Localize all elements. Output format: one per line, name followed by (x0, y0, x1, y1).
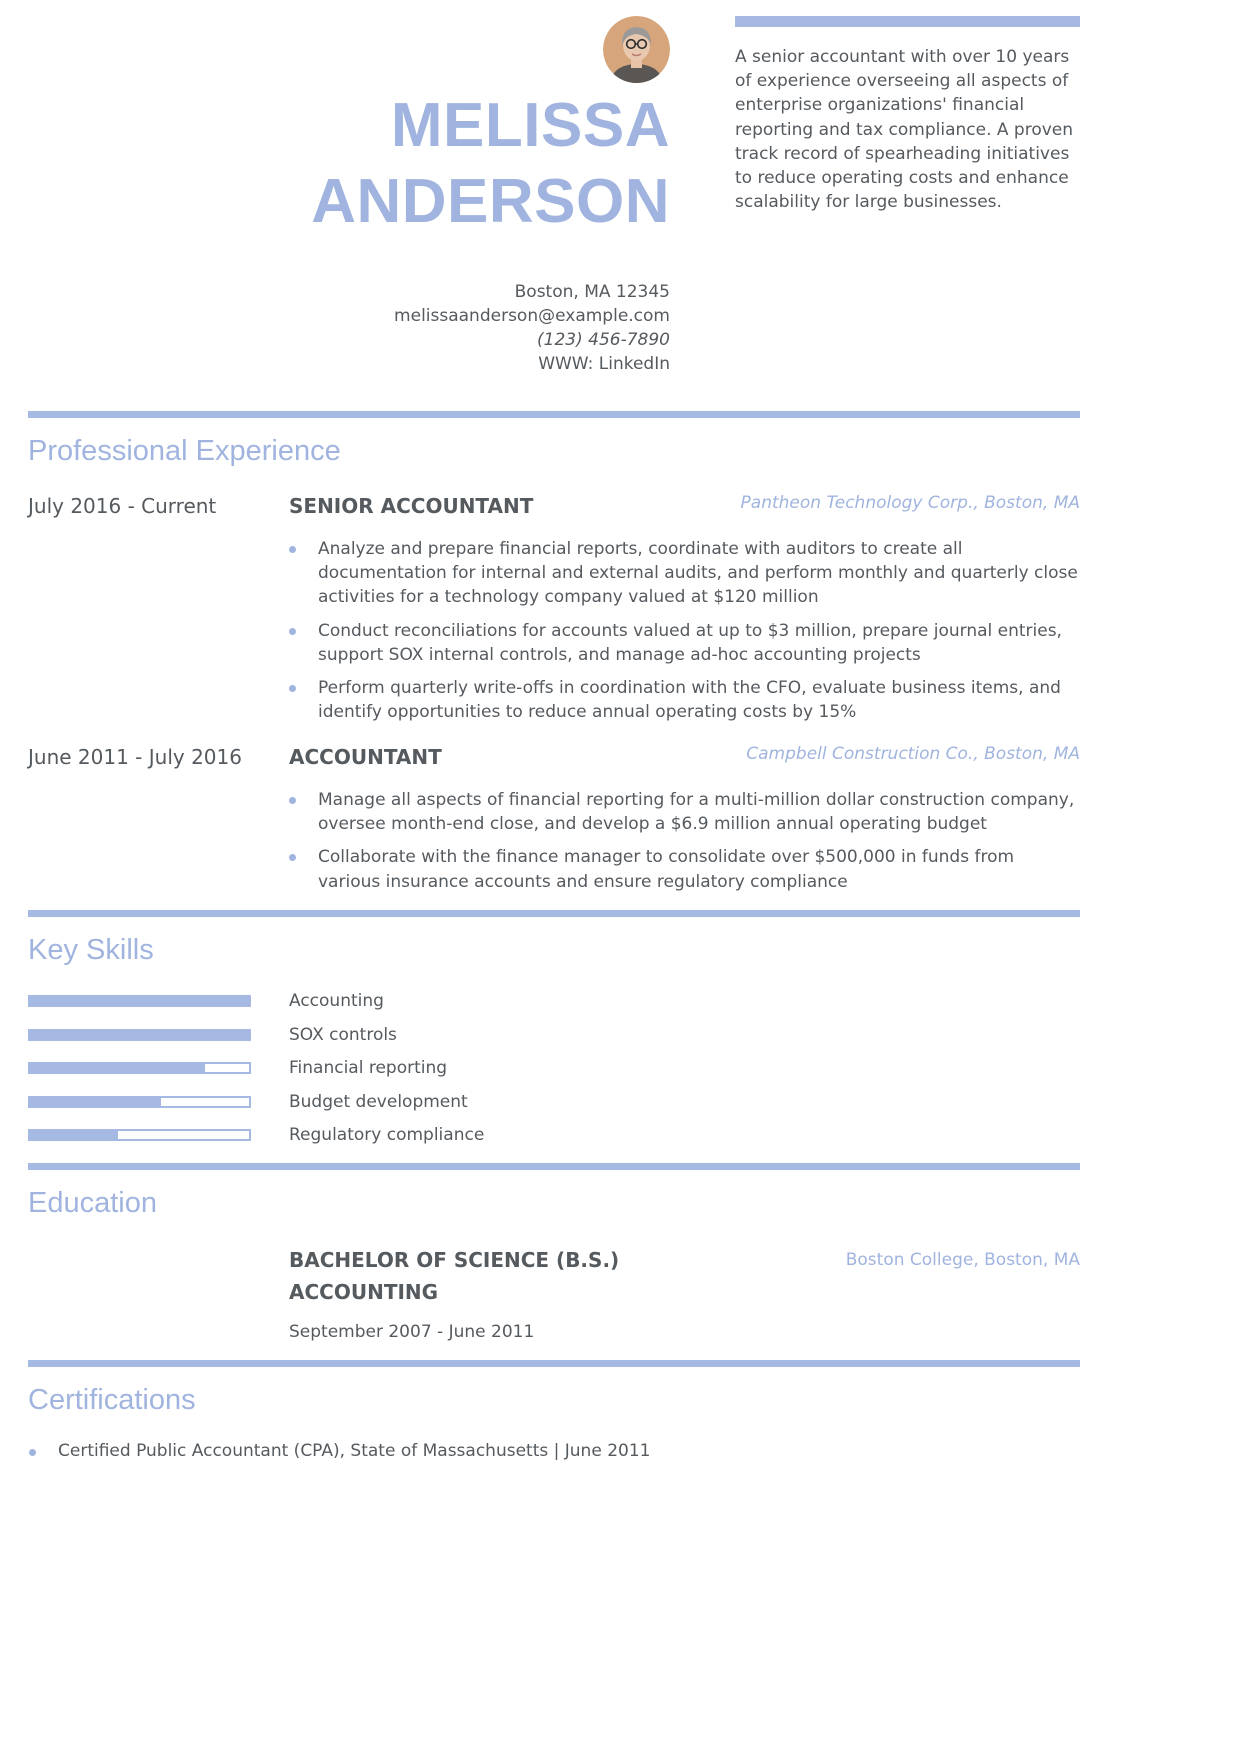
skill-level-fill (30, 1031, 249, 1039)
section-divider (28, 1163, 1080, 1170)
skill-name: Accounting (289, 991, 384, 1011)
skill-level-bar (28, 1096, 251, 1108)
portrait-image (603, 16, 670, 83)
job-dates: June 2011 - July 2016 (28, 745, 242, 769)
education-dates: September 2007 - June 2011 (289, 1322, 535, 1342)
section-divider (28, 1360, 1080, 1367)
list-item: Perform quarterly write-offs in coordination with the CFO, evaluate business items, and identify opportunities to reduce annual operating costs by 15% (289, 676, 1079, 724)
summary-divider (735, 16, 1080, 27)
skill-name: Regulatory compliance (289, 1125, 485, 1145)
section-divider (28, 411, 1080, 418)
job-company: Pantheon Technology Corp., Boston, MA (740, 493, 1080, 513)
summary-text: A senior accountant with over 10 years of experience overseeing all aspects of enterprise organizations' financial reporting and tax compliance. A proven track record of spearheading initiatives to reduce operating costs and enhance scalability for large businesses. (735, 47, 1074, 213)
list-item: Manage all aspects of financial reporting for a multi-million dollar construction company, oversee month-end close, and develop a $6.9 million annual operating budget (289, 788, 1079, 836)
bullet-icon (29, 1449, 36, 1456)
job-bullets (289, 788, 1079, 903)
degree-line: BACHELOR OF SCIENCE (B.S.) (289, 1248, 620, 1272)
skill-level-fill (30, 1098, 161, 1106)
job-title: SENIOR ACCOUNTANT (289, 494, 534, 518)
contact-email[interactable]: melissaanderson@example.com (394, 306, 670, 326)
contact-website[interactable]: WWW: LinkedIn (538, 354, 670, 374)
list-item (28, 1441, 650, 1461)
list-item: Conduct reconciliations for accounts valued at up to $3 million, prepare journal entries, support SOX internal controls, and manage ad-hoc accounting projects (289, 619, 1079, 667)
job-bullets (289, 537, 1079, 733)
skill-level-fill (30, 997, 249, 1005)
degree-major: ACCOUNTING (289, 1280, 439, 1304)
bullet-icon (289, 797, 296, 804)
skill-level-fill (30, 1064, 205, 1072)
certification-text: Certified Public Accountant (CPA), State of Massachusetts | June 2011 (58, 1441, 651, 1461)
bullet-icon (289, 854, 296, 861)
bullet-icon (289, 685, 296, 692)
section-divider (28, 910, 1080, 917)
job-company: Campbell Construction Co., Boston, MA (746, 744, 1080, 764)
certifications-heading: Certifications (28, 1384, 196, 1416)
experience-heading: Professional Experience (28, 435, 341, 467)
skill-name: Financial reporting (289, 1058, 448, 1078)
skill-level-bar (28, 1062, 251, 1074)
contact-address: Boston, MA 12345 (514, 282, 670, 302)
skill-name: SOX controls (289, 1025, 397, 1045)
bullet-icon (289, 628, 296, 635)
school-name: Boston College, Boston, MA (845, 1250, 1080, 1270)
skill-level-bar (28, 1129, 251, 1141)
education-heading: Education (28, 1187, 157, 1219)
first-name: MELISSA (390, 91, 670, 160)
skill-level-bar (28, 995, 251, 1007)
job-dates: July 2016 - Current (28, 494, 217, 518)
list-item: Analyze and prepare financial reports, coordinate with auditors to create all documentation for internal and external audits, and perform monthly and quarterly close activities for a technology company valued at $120 million (289, 537, 1079, 610)
degree-title (289, 1244, 619, 1308)
skill-name: Budget development (289, 1092, 468, 1112)
skills-heading: Key Skills (28, 934, 154, 966)
contact-info (330, 280, 670, 376)
profile-photo (603, 16, 670, 83)
candidate-name (260, 88, 670, 240)
bullet-icon (289, 546, 296, 553)
skill-level-fill (30, 1131, 118, 1139)
list-item: Collaborate with the finance manager to consolidate over $500,000 in funds from various insurance accounts and ensure regulatory compliance (289, 845, 1079, 893)
job-title: ACCOUNTANT (289, 745, 442, 769)
last-name: ANDERSON (311, 167, 670, 236)
skill-level-bar (28, 1029, 251, 1041)
contact-phone: (123) 456-7890 (537, 330, 670, 350)
